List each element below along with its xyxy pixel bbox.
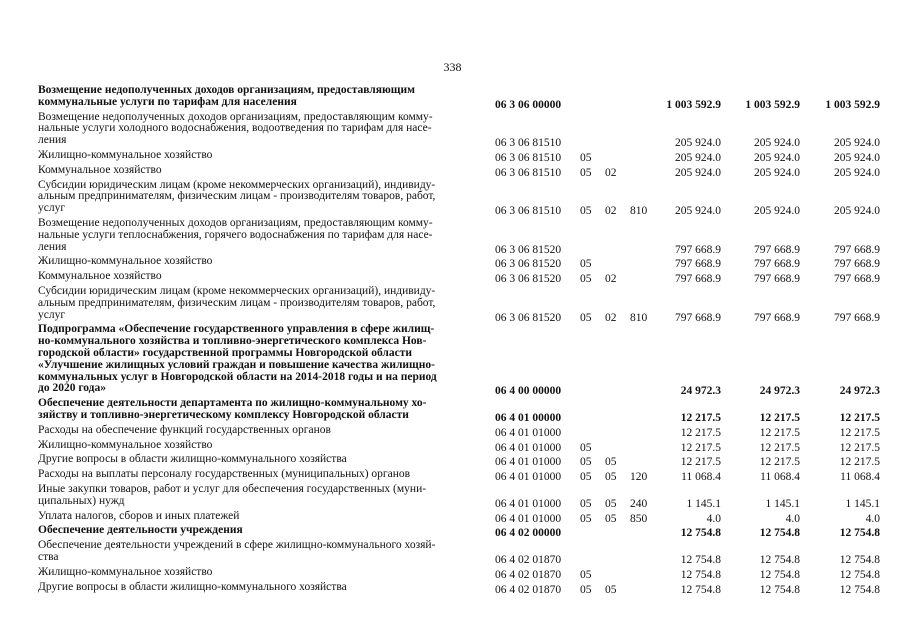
row-section: 05 (580, 512, 592, 525)
row-amount-3: 205 924.0 (834, 166, 880, 179)
row-name-line: альным предпринимателям, физическим лицам - производителям товаров, работ, (38, 190, 436, 203)
row-amount-2: 12 217.5 (759, 441, 800, 454)
row-amount-1: 797 668.9 (675, 273, 721, 286)
row-name-line: коммунальные услуги по тарифам для населения (38, 95, 297, 108)
row-subsection: 05 (605, 497, 617, 510)
row-name-line: Уплата налогов, сборов и иных платежей (38, 509, 240, 522)
row-name-line: Расходы на выплаты персоналу государственных (муниципальных) органов (38, 468, 411, 481)
row-amount-1: 797 668.9 (675, 258, 721, 271)
row-name (38, 271, 486, 283)
table-row (0, 256, 905, 271)
row-expense-type: 120 (630, 471, 648, 484)
row-amount-3: 205 924.0 (834, 137, 880, 150)
row-name (38, 454, 486, 466)
row-name-line: Другие вопросы в области жилищно-коммунального хозяйства (38, 580, 347, 593)
row-section: 05 (580, 151, 592, 164)
row-amount-3: 205 924.0 (834, 151, 880, 164)
row-name-line: Жилищно-коммунальное хозяйство (38, 565, 213, 578)
table-row (0, 525, 905, 540)
row-name (38, 425, 486, 437)
row-amount-3: 12 754.8 (839, 568, 880, 581)
row-amount-2: 205 924.0 (754, 166, 800, 179)
row-amount-3: 12 754.8 (839, 583, 880, 596)
row-amount-1: 1 003 592.9 (666, 98, 721, 111)
table-row (0, 511, 905, 526)
row-name-line: Жилищно-коммунальное хозяйство (38, 255, 213, 268)
row-amount-2: 12 217.5 (759, 456, 800, 469)
row-name-line: нальные услуги теплоснабжения, горячего водоснабжения по тарифам для насе- (38, 228, 433, 241)
row-name (38, 324, 486, 395)
row-code: 06 4 02 00000 (495, 527, 562, 540)
row-amount-2: 797 668.9 (754, 258, 800, 271)
row-name-line: Иные закупки товаров, работ и услуг для обеспечения государственных (муни- (38, 482, 427, 495)
row-amount-2: 11 068.4 (760, 471, 800, 484)
table-row (0, 582, 905, 597)
row-code: 06 3 06 81510 (495, 205, 562, 218)
row-code: 06 4 01 01000 (495, 471, 562, 484)
row-amount-2: 12 754.8 (759, 583, 800, 596)
row-subsection: 02 (605, 311, 617, 324)
row-amount-1: 12 217.5 (680, 456, 721, 469)
row-name-line: Возмещение недополученных доходов организациям, предоставляющим (38, 84, 415, 96)
row-amount-3: 12 217.5 (839, 441, 880, 454)
row-name (38, 112, 486, 147)
row-amount-1: 205 924.0 (675, 205, 721, 218)
row-name-line: услуг (38, 308, 66, 321)
table-row (0, 165, 905, 180)
row-code: 06 4 02 01870 (495, 568, 562, 581)
row-name (38, 540, 486, 564)
row-code: 06 4 02 01870 (495, 583, 562, 596)
row-name-line: Обеспечение деятельности учреждения (38, 524, 243, 537)
row-amount-1: 4.0 (706, 512, 721, 525)
row-code: 06 4 02 01870 (495, 553, 562, 566)
row-expense-type: 850 (630, 512, 648, 525)
row-name-line: Обеспечение деятельности департамента по жилищно-коммунальному хо- (38, 397, 427, 410)
row-name-line: ления (38, 240, 67, 253)
row-amount-1: 12 217.5 (680, 411, 721, 424)
row-amount-1: 12 754.8 (680, 527, 721, 540)
row-name-line: альным предпринимателям, физическим лицам - производителям товаров, работ, (38, 296, 436, 309)
row-amount-3: 797 668.9 (834, 311, 880, 324)
row-amount-2: 4.0 (785, 512, 800, 525)
row-name-line: Расходы на обеспечение функций государственных органов (38, 423, 331, 436)
row-name-line: Подпрограмма «Обеспечение государственного управления в сфере жилищ- (38, 323, 435, 336)
row-name (38, 440, 486, 452)
row-amount-2: 1 145.1 (765, 497, 800, 510)
row-section: 05 (580, 471, 592, 484)
row-section: 05 (580, 583, 592, 596)
row-code: 06 3 06 81510 (495, 137, 562, 150)
table-row (0, 398, 905, 425)
row-amount-3: 12 217.5 (839, 426, 880, 439)
table-row (0, 218, 905, 256)
row-amount-3: 797 668.9 (834, 273, 880, 286)
row-section: 05 (580, 568, 592, 581)
row-amount-3: 12 754.8 (839, 553, 880, 566)
row-code: 06 3 06 81520 (495, 273, 562, 286)
row-name (38, 511, 486, 523)
table-row (0, 469, 905, 484)
row-amount-3: 4.0 (865, 512, 880, 525)
table-row (0, 271, 905, 286)
table-row (0, 180, 905, 218)
row-name-line: Жилищно-коммунальное хозяйство (38, 438, 213, 451)
row-code: 06 3 06 81520 (495, 243, 562, 256)
row-name (38, 484, 486, 508)
row-amount-2: 205 924.0 (754, 137, 800, 150)
table-row (0, 112, 905, 150)
row-amount-3: 1 003 592.9 (825, 98, 880, 111)
row-name-line: Субсидии юридическим лицам (кроме некоммерческих организаций), индивиду- (38, 178, 436, 191)
row-amount-2: 1 003 592.9 (745, 98, 800, 111)
row-name-line: коммунальных услуг в Новгородской области на 2014-2018 годы и на период (38, 370, 437, 383)
row-expense-type: 240 (630, 497, 648, 510)
row-subsection: 05 (605, 583, 617, 596)
row-amount-1: 12 754.8 (680, 568, 721, 581)
page-number: 338 (443, 60, 462, 74)
row-amount-2: 12 754.8 (759, 568, 800, 581)
row-code: 06 4 00 00000 (495, 385, 562, 398)
row-section: 05 (580, 166, 592, 179)
row-amount-1: 12 754.8 (680, 553, 721, 566)
row-amount-3: 797 668.9 (834, 243, 880, 256)
row-code: 06 3 06 81510 (495, 151, 562, 164)
row-amount-1: 205 924.0 (675, 151, 721, 164)
row-amount-3: 205 924.0 (834, 205, 880, 218)
table-row (0, 425, 905, 440)
row-name-line: услуг (38, 202, 66, 215)
row-amount-1: 1 145.1 (686, 497, 721, 510)
row-section: 05 (580, 311, 592, 324)
row-name (38, 398, 486, 422)
row-name (38, 256, 486, 268)
row-name (38, 180, 486, 215)
row-name-line: но-коммунального хозяйства и топливно-энергетического комплекса Нов- (38, 335, 427, 348)
row-amount-3: 12 217.5 (839, 456, 880, 469)
row-code: 06 3 06 81520 (495, 311, 562, 324)
row-amount-1: 11 068.4 (681, 471, 721, 484)
row-amount-1: 24 972.3 (680, 385, 721, 398)
row-amount-2: 797 668.9 (754, 311, 800, 324)
row-name-line: Коммунальное хозяйство (38, 163, 162, 176)
row-name (38, 567, 486, 579)
row-section: 05 (580, 273, 592, 286)
row-name-line: Обеспечение деятельности учреждений в сфере жилищно-коммунального хозяй- (38, 539, 436, 552)
row-name-line: до 2020 года» (38, 382, 106, 395)
row-code: 06 4 01 01000 (495, 426, 562, 439)
row-name-line: Жилищно-коммунальное хозяйство (38, 148, 213, 161)
row-name (38, 218, 486, 253)
row-amount-3: 12 217.5 (839, 411, 880, 424)
row-amount-3: 1 145.1 (845, 497, 880, 510)
row-code: 06 4 01 01000 (495, 512, 562, 525)
row-amount-1: 205 924.0 (675, 166, 721, 179)
row-amount-2: 12 217.5 (759, 426, 800, 439)
row-name-line: Возмещение недополученных доходов организациям, предоставляющим комму- (38, 110, 433, 123)
row-section: 05 (580, 497, 592, 510)
row-amount-3: 11 068.4 (840, 471, 880, 484)
row-name-line: городской области» государственной программы Новгородской области (38, 346, 412, 359)
row-name (38, 469, 486, 481)
row-code: 06 4 01 01000 (495, 497, 562, 510)
row-name-line: Возмещение недополученных доходов организациям, предоставляющим комму- (38, 216, 433, 229)
row-name (38, 525, 486, 537)
row-subsection: 05 (605, 512, 617, 525)
row-amount-2: 12 754.8 (759, 553, 800, 566)
row-amount-3: 797 668.9 (834, 258, 880, 271)
row-amount-2: 24 972.3 (759, 385, 800, 398)
row-subsection: 02 (605, 273, 617, 286)
row-subsection: 02 (605, 205, 617, 218)
table-row (0, 324, 905, 398)
row-code: 06 4 01 01000 (495, 441, 562, 454)
row-code: 06 3 06 81520 (495, 258, 562, 271)
row-amount-1: 797 668.9 (675, 243, 721, 256)
row-amount-1: 205 924.0 (675, 137, 721, 150)
row-amount-2: 12 217.5 (759, 411, 800, 424)
table-row (0, 484, 905, 511)
row-name (38, 150, 486, 162)
row-amount-2: 205 924.0 (754, 151, 800, 164)
row-name-line: Коммунальное хозяйство (38, 270, 162, 283)
row-amount-1: 12 754.8 (680, 583, 721, 596)
table-row (0, 440, 905, 455)
row-name-line: ления (38, 134, 67, 147)
row-name-line: «Улучшение жилищных условий граждан и повышение качества жилищно- (38, 358, 435, 371)
row-subsection: 05 (605, 456, 617, 469)
row-name-line: Субсидии юридическим лицам (кроме некоммерческих организаций), индивиду- (38, 284, 436, 297)
row-expense-type: 810 (630, 205, 648, 218)
table-row (0, 567, 905, 582)
row-name (38, 286, 486, 321)
row-code: 06 4 01 01000 (495, 456, 562, 469)
row-section: 05 (580, 456, 592, 469)
row-subsection: 05 (605, 471, 617, 484)
row-name (38, 165, 486, 177)
row-amount-1: 797 668.9 (675, 311, 721, 324)
budget-table (0, 85, 905, 596)
row-name-line: ципальных) нужд (38, 494, 125, 507)
row-amount-2: 12 754.8 (759, 527, 800, 540)
row-name (38, 85, 486, 109)
row-amount-2: 797 668.9 (754, 273, 800, 286)
row-name-line: Другие вопросы в области жилищно-коммунального хозяйства (38, 453, 347, 466)
row-code: 06 3 06 81510 (495, 166, 562, 179)
table-row (0, 540, 905, 567)
row-amount-3: 24 972.3 (839, 385, 880, 398)
table-row (0, 85, 905, 112)
row-section: 05 (580, 258, 592, 271)
table-row (0, 150, 905, 165)
row-section: 05 (580, 205, 592, 218)
row-name-line: ства (38, 550, 59, 563)
row-amount-2: 797 668.9 (754, 243, 800, 256)
row-code: 06 4 01 00000 (495, 411, 562, 424)
row-section: 05 (580, 441, 592, 454)
table-row (0, 454, 905, 469)
row-name (38, 582, 486, 594)
row-amount-3: 12 754.8 (839, 527, 880, 540)
row-expense-type: 810 (630, 311, 648, 324)
row-amount-1: 12 217.5 (680, 426, 721, 439)
row-name-line: нальные услуги холодного водоснабжения, водоотведения по тарифам для насе- (38, 122, 432, 135)
table-row (0, 286, 905, 324)
row-amount-2: 205 924.0 (754, 205, 800, 218)
row-code: 06 3 06 00000 (495, 98, 562, 111)
row-amount-1: 12 217.5 (680, 441, 721, 454)
row-name-line: зяйству и топливно-энергетическому комплексу Новгородской области (38, 408, 409, 421)
row-subsection: 02 (605, 166, 617, 179)
